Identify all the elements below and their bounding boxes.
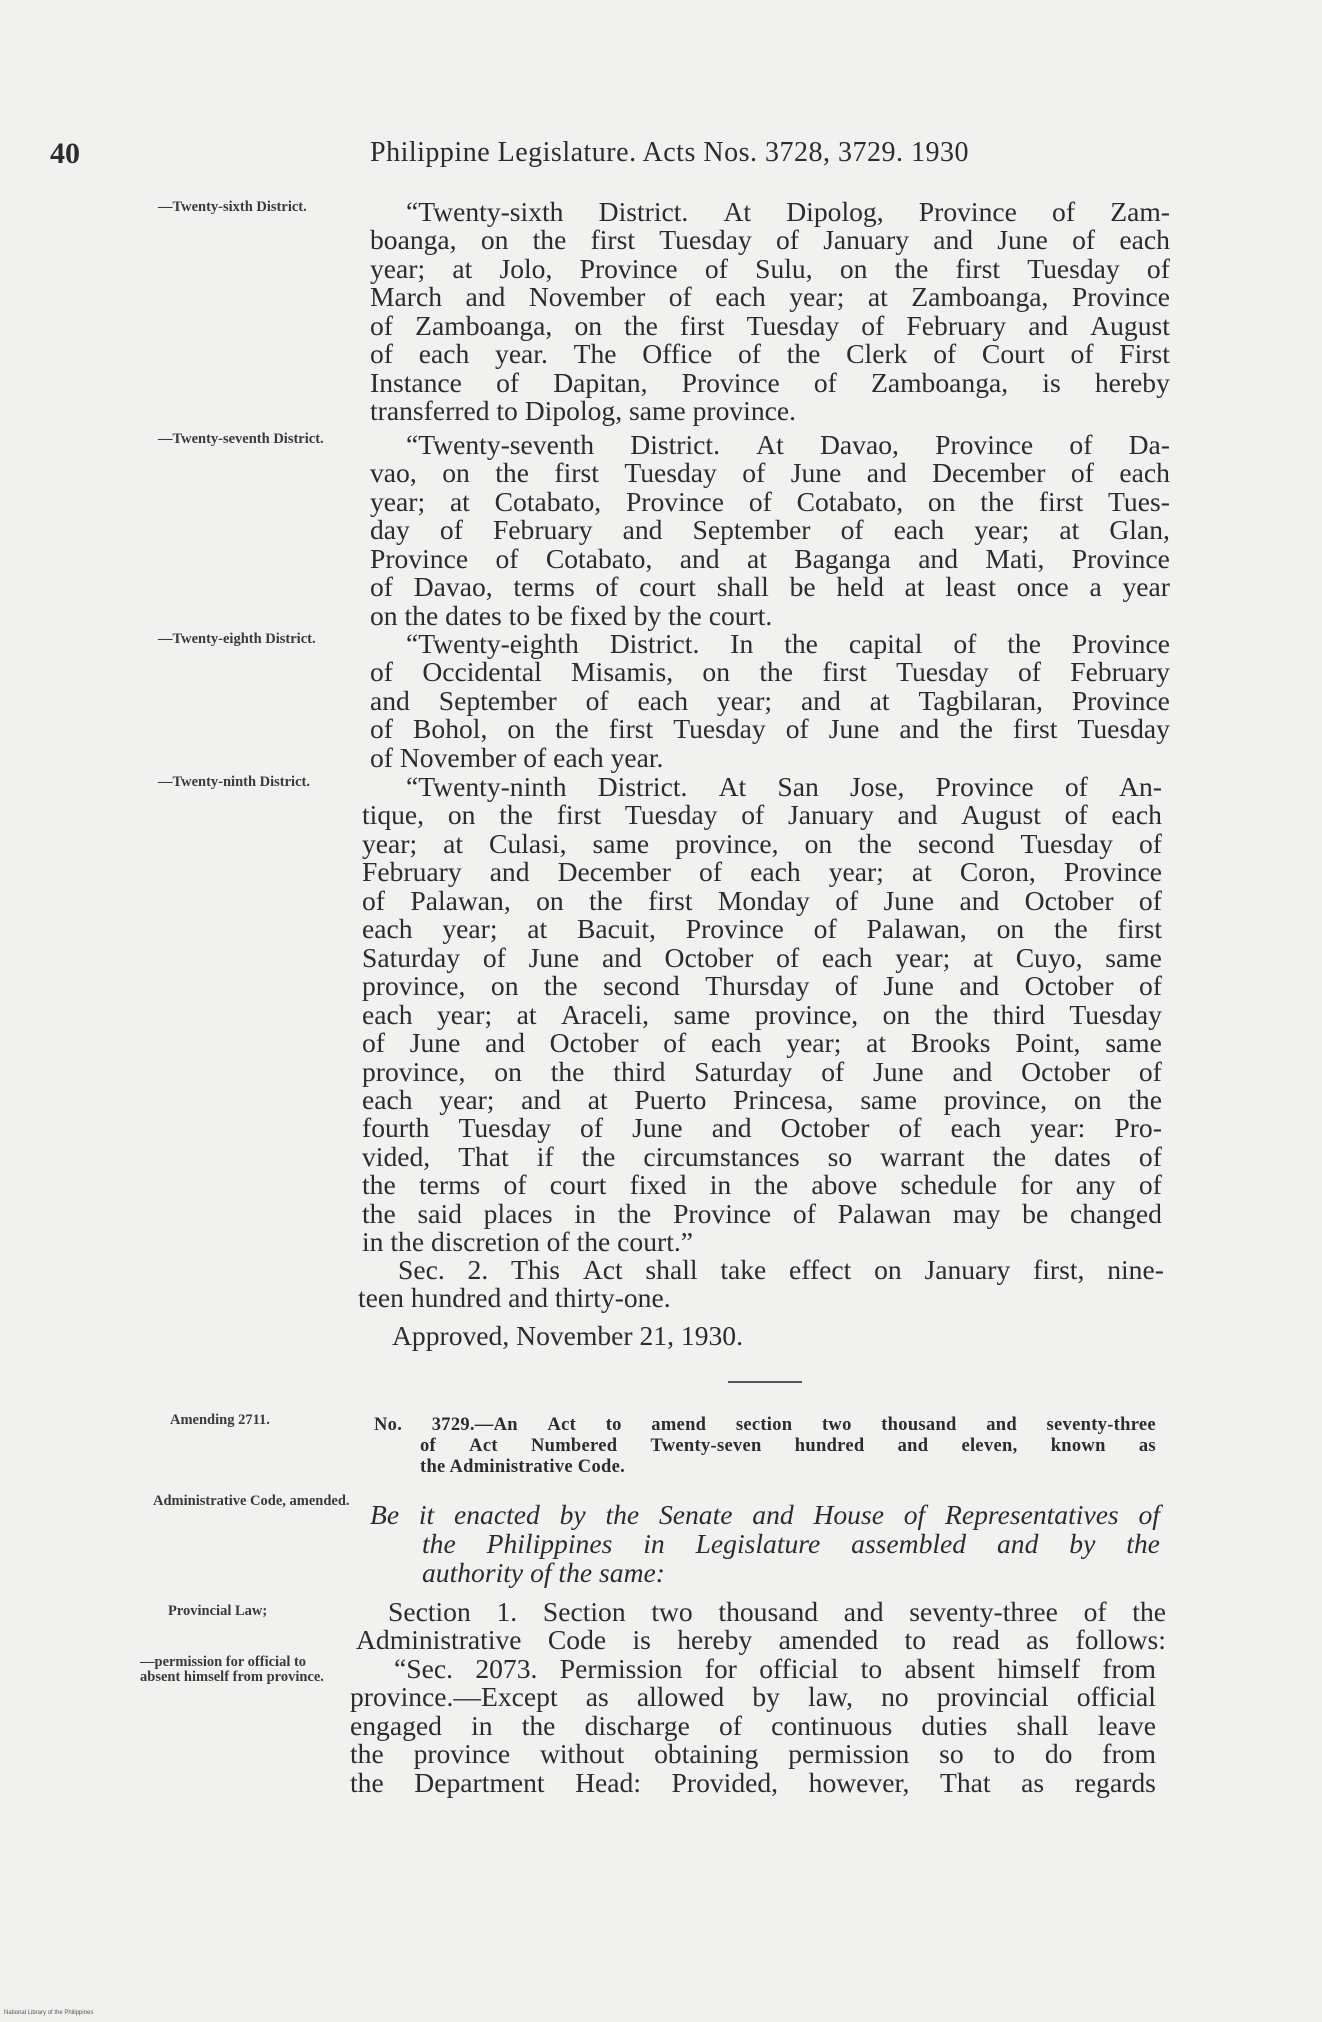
- margin-note-twenty-seventh: —Twenty-seventh District.: [158, 431, 324, 447]
- text-line: No. 3729.—An Act to amend section two thousand and seventy-three: [374, 1415, 1156, 1435]
- text-line: each year; at Bacuit, Province of Palawan, on the first: [362, 913, 1162, 945]
- text-line: boanga, on the first Tuesday of January and June of each: [370, 224, 1170, 256]
- text-line: and September of each year; and at Tagbilaran, Province: [370, 684, 1170, 716]
- text-line: the Department Head: Provided, however, That as regards: [350, 1766, 1156, 1798]
- text-line: the terms of court fixed in the above schedule for any of: [362, 1169, 1162, 1201]
- text-line: of Bohol, on the first Tuesday of June and the first Tuesday: [370, 713, 1170, 745]
- text-line: the said places in the Province of Palawan may be changed: [362, 1197, 1162, 1229]
- text-line: Saturday of June and October of each year; at Cuyo, same: [362, 941, 1162, 973]
- text-line: authority of the same:: [422, 1557, 665, 1588]
- paragraph-section-2: [358, 1256, 1164, 1313]
- text-line: of each year. The Office of the Clerk of Court of First: [370, 338, 1170, 370]
- text-line: of Occidental Misamis, on the first Tuesday of February: [370, 656, 1170, 688]
- page-header: [50, 137, 1170, 177]
- text-line: of Zamboanga, on the first Tuesday of February and August: [370, 309, 1170, 341]
- text-line: year; at Cotabato, Province of Cotabato, on the first Tues-: [370, 485, 1170, 517]
- page-number: 40: [50, 137, 80, 170]
- text-line: “Sec. 2073. Permission for official to absent himself from: [394, 1653, 1156, 1684]
- text-line: “Twenty-eighth District. In the capital of the Province: [406, 628, 1170, 659]
- text-line: the Administrative Code.: [420, 1457, 626, 1477]
- text-line: year; at Jolo, Province of Sulu, on the first Tuesday of: [370, 252, 1170, 284]
- text-line: March and November of each year; at Zamboanga, Province: [370, 281, 1170, 313]
- text-line: teen hundred and thirty-one.: [358, 1282, 671, 1314]
- text-line: Province of Cotabato, and at Baganga and Mati, Province: [370, 542, 1170, 574]
- text-line: of Act Numbered Twenty-seven hundred and eleven, known as: [420, 1436, 1156, 1456]
- text-line: Be it enacted by the Senate and House of Representatives of: [370, 1499, 1160, 1530]
- text-line: day of February and September of each year; at Glan,: [370, 514, 1170, 546]
- paragraph-twenty-sixth-district: [370, 198, 1170, 426]
- text-line: Instance of Dapitan, Province of Zamboanga, is hereby: [370, 366, 1170, 398]
- text-line: tique, on the first Tuesday of January and August of each: [362, 799, 1162, 831]
- text-line: each year; and at Puerto Princesa, same province, on the: [362, 1083, 1162, 1115]
- text-line: of June and October of each year; at Brooks Point, same: [362, 1027, 1162, 1059]
- text-line: February and December of each year; at Coron, Province: [362, 856, 1162, 888]
- text-line: vided, That if the circumstances so warrant the dates of: [362, 1140, 1162, 1172]
- text-line: engaged in the discharge of continuous duties shall leave: [350, 1709, 1156, 1741]
- text-line: each year; at Araceli, same province, on the third Tuesday: [362, 998, 1162, 1030]
- paragraph-twenty-ninth-district: [362, 773, 1162, 1257]
- running-head: Philippine Legislature. Acts Nos. 3728, 3729. 1930: [370, 137, 969, 168]
- text-line: the Philippines in Legislature assembled and by the: [422, 1528, 1160, 1559]
- text-line: province, on the second Thursday of June and October of: [362, 970, 1162, 1002]
- footer-credit: National Library of the Philippines: [4, 2010, 94, 2016]
- text-line: fourth Tuesday of June and October of each year: Pro-: [362, 1112, 1162, 1144]
- margin-note-amending: Amending 2711.: [170, 1412, 270, 1428]
- margin-note-twenty-ninth: —Twenty-ninth District.: [158, 774, 310, 790]
- enacting-clause: [370, 1500, 1160, 1587]
- text-line: Sec. 2. This Act shall take effect on January first, nine-: [398, 1254, 1164, 1285]
- text-line: Administrative Code is hereby amended to read as follows:: [356, 1624, 1166, 1656]
- text-line: the province without obtaining permission so to do from: [350, 1738, 1156, 1770]
- text-line: vao, on the first Tuesday of June and December of each: [370, 457, 1170, 489]
- margin-note-permission: —permission for official to absent himself from province.: [140, 1654, 324, 1685]
- margin-note-provincial-law: Provincial Law;: [168, 1603, 268, 1619]
- text-line: province, on the third Saturday of June and October of: [362, 1055, 1162, 1087]
- paragraph-section-1: [356, 1598, 1166, 1655]
- section-divider: [728, 1381, 802, 1383]
- text-line: in the discretion of the court.”: [362, 1226, 694, 1258]
- margin-note-admin-code: Administrative Code, amended.: [153, 1493, 350, 1509]
- text-line: transferred to Dipolog, same province.: [370, 395, 797, 427]
- text-line: “Twenty-seventh District. At Davao, Province of Da-: [406, 429, 1170, 460]
- paragraph-twenty-eighth-district: [370, 630, 1170, 772]
- text-line: of Davao, terms of court shall be held at least once a year: [370, 571, 1170, 603]
- text-line: of November of each year.: [370, 741, 664, 773]
- text-line: of Palawan, on the first Monday of June and October of: [362, 884, 1162, 916]
- text-line: “Twenty-ninth District. At San Jose, Province of An-: [406, 771, 1162, 802]
- text-line: “Twenty-sixth District. At Dipolog, Province of Zam-: [406, 196, 1170, 227]
- text-line: year; at Culasi, same province, on the second Tuesday of: [362, 827, 1162, 859]
- text-line: on the dates to be fixed by the court.: [370, 599, 773, 631]
- margin-note-twenty-eighth: —Twenty-eighth District.: [158, 631, 316, 647]
- paragraph-section-2073: [350, 1655, 1156, 1797]
- act-title: [374, 1415, 1156, 1478]
- paragraph-twenty-seventh-district: [370, 431, 1170, 630]
- text-line: province.—Except as allowed by law, no provincial official: [350, 1681, 1156, 1713]
- approved-line: Approved, November 21, 1930.: [392, 1320, 743, 1351]
- margin-note-twenty-sixth: —Twenty-sixth District.: [158, 199, 307, 215]
- text-line: Section 1. Section two thousand and seventy-three of the: [388, 1596, 1166, 1627]
